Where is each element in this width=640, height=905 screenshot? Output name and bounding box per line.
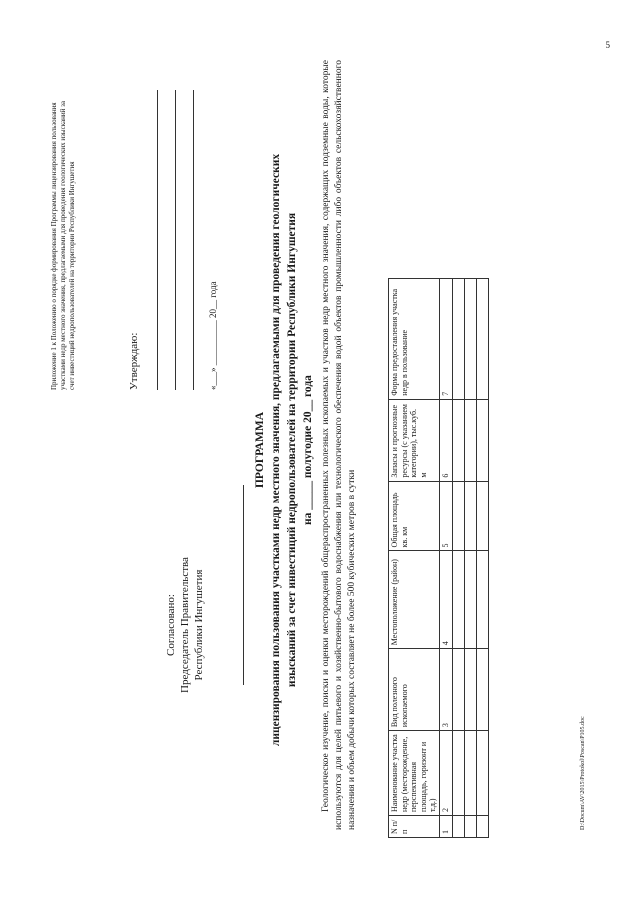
document-title <box>252 40 316 860</box>
table-cell: 3 <box>439 649 452 731</box>
table-cell: 4 <box>439 551 452 649</box>
table-cell: 5 <box>439 481 452 551</box>
table-cell <box>452 649 464 731</box>
table-header-row <box>389 279 440 838</box>
table-cell <box>476 481 488 551</box>
table-cell: 2 <box>439 731 452 816</box>
table-cell <box>476 731 488 816</box>
title-line: ПРОГРАММА <box>254 411 266 489</box>
agreed-signature-line <box>243 485 244 685</box>
title-line: изысканий за счет инвестиций недропользователей на территории Республики Ингушетия <box>286 212 299 688</box>
table-cell: 6 <box>439 399 452 481</box>
approve-heading: Утверждаю: <box>128 332 140 390</box>
table-cell <box>476 649 488 731</box>
table-cell: 1 <box>439 816 452 838</box>
file-path: D:\Docum\AV\2015\Protokol\Poscan\P105.doc <box>580 716 586 830</box>
table-header-cell: Наименование участка недр (месторождение, перспективная площадь, горизонт и т.д.) <box>389 731 440 816</box>
table-cell <box>464 551 476 649</box>
table-cell <box>476 816 488 838</box>
agreed-block <box>165 530 206 720</box>
body-paragraph: Геологическое изучение, поиски и оценки месторождений общераспространенных полезных ископаемых и участков недр местного значения, содержащих подземные воды, которые используются для целей питьевого и хозяйственно-бытового водоснабжения или технологического обеспечения водой объектов промышленности либо объектов сельскохозяйственного назначения и объем добычи которых составляет не более 500 кубических метров в сутки <box>321 60 357 830</box>
table-cell <box>452 816 464 838</box>
table-cell <box>464 279 476 400</box>
table-header-cell: Форма предоставления участка недр в пользование <box>389 279 440 400</box>
signature-line <box>146 90 158 390</box>
agreed-position: Председатель Правительства <box>178 557 191 693</box>
agreed-position: Республики Ингушетия <box>192 569 205 681</box>
table-number-row <box>439 279 452 838</box>
page-number: 5 <box>605 40 610 50</box>
table-cell <box>452 399 464 481</box>
table-header-cell: Запасы и прогнозные ресурсы (с указанием категории), тыс.куб. м <box>389 399 440 481</box>
table-header-cell: Общая площадь кв. км <box>389 481 440 551</box>
table-header-cell: Местоположение (район) <box>389 551 440 649</box>
table-cell <box>452 481 464 551</box>
table-cell <box>464 399 476 481</box>
title-line: лицензирования пользования участками недр местного значения, предлагаемыми для проведения геологических <box>270 153 283 747</box>
program-table <box>388 278 489 838</box>
table-cell <box>452 551 464 649</box>
table-cell <box>476 279 488 400</box>
approve-block <box>128 90 218 390</box>
table-cell <box>464 481 476 551</box>
table-cell: 7 <box>439 279 452 400</box>
table-cell <box>476 399 488 481</box>
table-header-cell: Вид полезного ископаемого <box>389 649 440 731</box>
rotated-document-sheet <box>40 40 600 860</box>
table-cell <box>464 649 476 731</box>
signature-line <box>182 90 194 390</box>
table-cell <box>476 551 488 649</box>
table-cell <box>464 731 476 816</box>
agreed-heading: Согласовано: <box>165 594 177 656</box>
signature-line <box>164 90 176 390</box>
table-cell <box>452 731 464 816</box>
appendix-note: Приложение 1 к Положению о порядке формирования Программы лицензирования пользования участками недр местного значения, предлагаемыми для проведения геологических изысканий за счет инвестиций недропользователей на территории Республики Ингушетия <box>50 101 77 390</box>
table-cell <box>452 279 464 400</box>
approve-date: «___» __________ 20__ года <box>208 281 218 390</box>
title-line: на _____ полугодие 20__ года <box>302 375 315 525</box>
table-row <box>452 279 464 838</box>
table-header-cell: N п/п <box>389 816 440 838</box>
table-cell <box>464 816 476 838</box>
table-row <box>476 279 488 838</box>
table-row <box>464 279 476 838</box>
